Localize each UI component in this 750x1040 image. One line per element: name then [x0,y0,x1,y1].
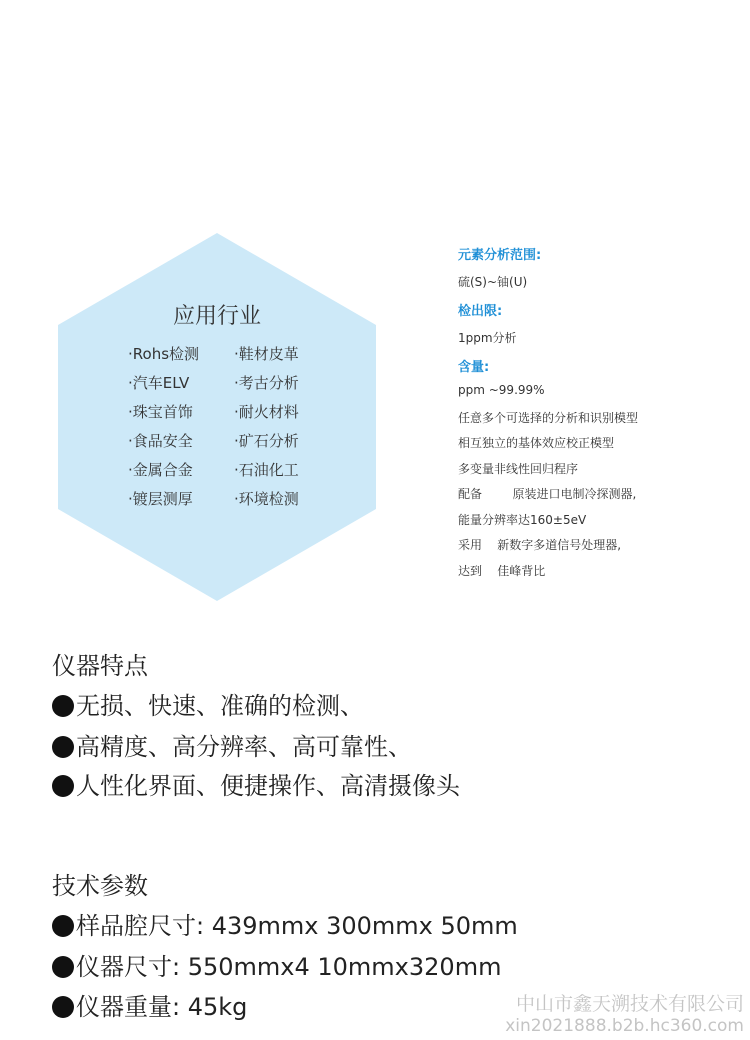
spec-line: 采用 新数字多道信号处理器, [458,538,622,552]
application-hexagon [58,233,376,601]
features-title: 仪器特点 [52,652,148,680]
application-item: ·考古分析 [234,374,299,392]
content-value: ppm ~99.99% [458,383,545,397]
tech-item [52,906,518,941]
feature-text: 高精度、高分辨率、高可靠性、 [76,733,412,761]
range-value: 硫(S)~铀(U) [458,275,528,289]
application-item: ·汽车ELV [128,374,190,392]
watermark [505,993,744,1037]
application-item: ·鞋材皮革 [234,345,299,363]
range-label: 元素分析范围: [458,248,542,263]
tech-text: 仪器重量: 45kg [76,993,248,1021]
limit-value: 1ppm分析 [458,331,517,345]
tech-text: 仪器尺寸: 550mmx4 10mmx320mm [76,953,502,981]
application-item: ·石油化工 [234,461,299,479]
bullet-icon [52,956,74,978]
limit-label: 检出限: [458,304,503,319]
spec-line: 任意多个可选择的分析和识别模型 [458,411,639,425]
bullet-icon [52,736,74,758]
feature-text: 无损、快速、准确的检测、 [76,692,364,720]
application-item: ·食品安全 [128,432,193,450]
spec-line: 配备 原装进口电制冷探测器, [458,487,637,501]
application-item: ·金属合金 [128,461,193,479]
application-item: ·镀层测厚 [128,490,193,508]
tech-text: 样品腔尺寸: 439mmx 300mmx 50mm [76,912,518,940]
hexagon-shape [58,233,376,601]
feature-item [52,766,460,801]
spec-line: 相互独立的基体效应校正模型 [458,436,615,450]
application-item: ·Rohs检测 [128,345,200,363]
tech-title: 技术参数 [52,872,148,900]
feature-item [52,727,412,762]
spec-line: 多变量非线性回归程序 [458,462,579,476]
tech-item [52,987,247,1022]
application-item: ·环境检测 [234,490,299,508]
bullet-icon [52,915,74,937]
spec-line: 达到 佳峰背比 [458,564,546,578]
application-item: ·耐火材料 [234,403,299,421]
bullet-icon [52,775,74,797]
application-title: 应用行业 [172,304,261,329]
feature-text: 人性化界面、便捷操作、高清摄像头 [76,772,460,800]
feature-item [52,686,364,721]
bullet-icon [52,695,74,717]
bullet-icon [52,996,74,1018]
watermark-company: 中山市鑫天溯技术有限公司 [515,993,744,1015]
content-label: 含量: [458,360,490,375]
application-item: ·矿石分析 [234,432,299,450]
spec-line: 能量分辨率达160±5eV [458,513,587,527]
tech-item [52,947,501,982]
watermark-url: xin2021888.b2b.hc360.com [505,1016,744,1036]
application-item: ·珠宝首饰 [128,403,193,421]
